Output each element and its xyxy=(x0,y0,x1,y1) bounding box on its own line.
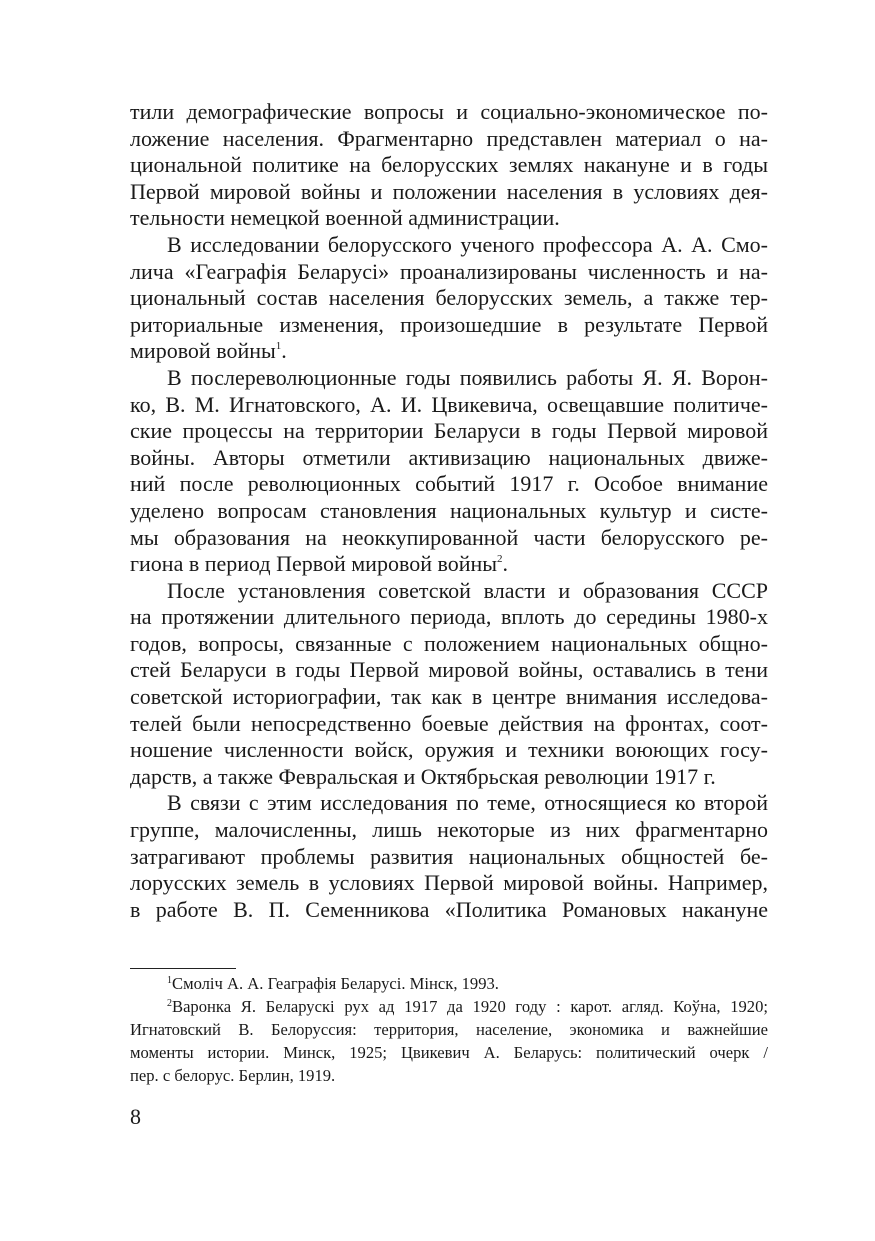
footnote-line: Игнатовский В. Белоруссия: территория, население, экономика и важнейшие xyxy=(130,1020,768,1039)
paragraph-1 xyxy=(130,99,768,232)
paragraph-5 xyxy=(130,790,768,923)
text-line: В исследовании белорусского ученого профессора А. А. Смо- xyxy=(167,231,768,257)
text-line: В послереволюционные годы появились работы Я. Я. Ворон- xyxy=(167,364,768,390)
text-line: телей были непосредственно боевые действия на фронтах, соот- xyxy=(130,710,768,736)
text-line: ложение населения. Фрагментарно представлен материал о на- xyxy=(130,125,768,151)
text-fragment: гиона в период Первой мировой войны xyxy=(130,551,498,577)
text-line: войны. Авторы отметили активизацию национальных движе- xyxy=(130,444,768,470)
footnote-2 xyxy=(130,995,768,1087)
text-line: лорусских земель в условиях Первой мировой войны. Например, xyxy=(130,870,768,896)
text-line: советской историографии, так как в центре внимания исследова- xyxy=(130,684,768,710)
footnote-mark: 1 xyxy=(167,975,172,986)
footnote-mark: 2 xyxy=(167,998,172,1009)
text-line: мы образования на неоккупированной части белорусского ре- xyxy=(130,524,768,550)
text-line: годов, вопросы, связанные с положением национальных общно- xyxy=(130,630,768,656)
footnote-1 xyxy=(130,972,768,995)
page-number: 8 xyxy=(130,1104,141,1129)
text-line: затрагивают проблемы развития национальных общностей бе- xyxy=(130,843,768,869)
text-line xyxy=(130,338,768,365)
text-line: Первой мировой войны и положении населения в условиях дея- xyxy=(130,178,768,204)
footnote-divider xyxy=(130,968,236,969)
footnote-line xyxy=(130,995,768,1018)
text-line: стей Беларуси в годы Первой мировой войны, оставались в тени xyxy=(130,657,768,683)
text-line: ношение численности войск, оружия и техники воюющих госу- xyxy=(130,737,768,763)
footnotes xyxy=(130,972,768,1087)
text-fragment: . xyxy=(502,551,509,577)
text-line: В связи с этим исследования по теме, относящиеся ко второй xyxy=(167,790,768,816)
text-line: ские процессы на территории Беларуси в годы Первой мировой xyxy=(130,418,768,444)
main-text xyxy=(130,99,768,923)
footnote-line xyxy=(130,972,768,995)
footnote-line: пер. с белорус. Берлин, 1919. xyxy=(130,1066,336,1085)
text-line: уделено вопросам становления национальных культур и систе- xyxy=(130,497,768,523)
text-line: ний после революционных событий 1917 г. Особое внимание xyxy=(130,471,768,497)
text-line: группе, малочисленны, лишь некоторые из них фрагментарно xyxy=(130,817,768,843)
text-line: дарств, а также Февральская и Октябрьская революции 1917 г. xyxy=(130,763,716,789)
text-line: циональной политике на белорусских землях накануне и в годы xyxy=(130,152,768,178)
text-fragment: Смоліч А. А. Геаграфія Беларусі. Мінск, 1993. xyxy=(172,974,499,993)
text-line: на протяжении длительного периода, вплоть до середины 1980-х xyxy=(130,604,768,630)
text-line: лича «Геаграфія Беларусі» проанализированы численность и на- xyxy=(130,258,768,284)
paragraph-4 xyxy=(130,578,768,791)
paragraph-3 xyxy=(130,365,768,578)
footnote-ref-1[interactable]: 1 xyxy=(275,340,282,353)
text-line: После установления советской власти и образования СССР xyxy=(167,577,768,603)
text-fragment: мировой войны xyxy=(130,338,276,364)
text-fragment: . xyxy=(281,338,287,364)
text-line: в работе В. П. Семенникова «Политика Романовых накануне xyxy=(130,896,768,922)
text-line: тили демографические вопросы и социально-экономическое по- xyxy=(130,99,768,124)
text-line: риториальные изменения, произошедшие в результате Первой xyxy=(130,311,768,337)
text-line: ко, В. М. Игнатовского, А. И. Цвикевича, освещавшие политиче- xyxy=(130,391,768,417)
paragraph-2 xyxy=(130,232,768,365)
text-fragment: Варонка Я. Беларускі рух ад 1917 да 1920 году : карот. агляд. Коўна, 1920; xyxy=(172,997,768,1016)
footnote-ref-2[interactable]: 2 xyxy=(497,553,503,566)
text-line: тельности немецкой военной администрации. xyxy=(130,205,560,231)
text-line: циональный состав населения белорусских земель, а также тер- xyxy=(130,285,768,311)
footnote-line: моменты истории. Минск, 1925; Цвикевич А. Беларусь: политический очерк / xyxy=(130,1043,768,1062)
text-line xyxy=(130,551,768,578)
